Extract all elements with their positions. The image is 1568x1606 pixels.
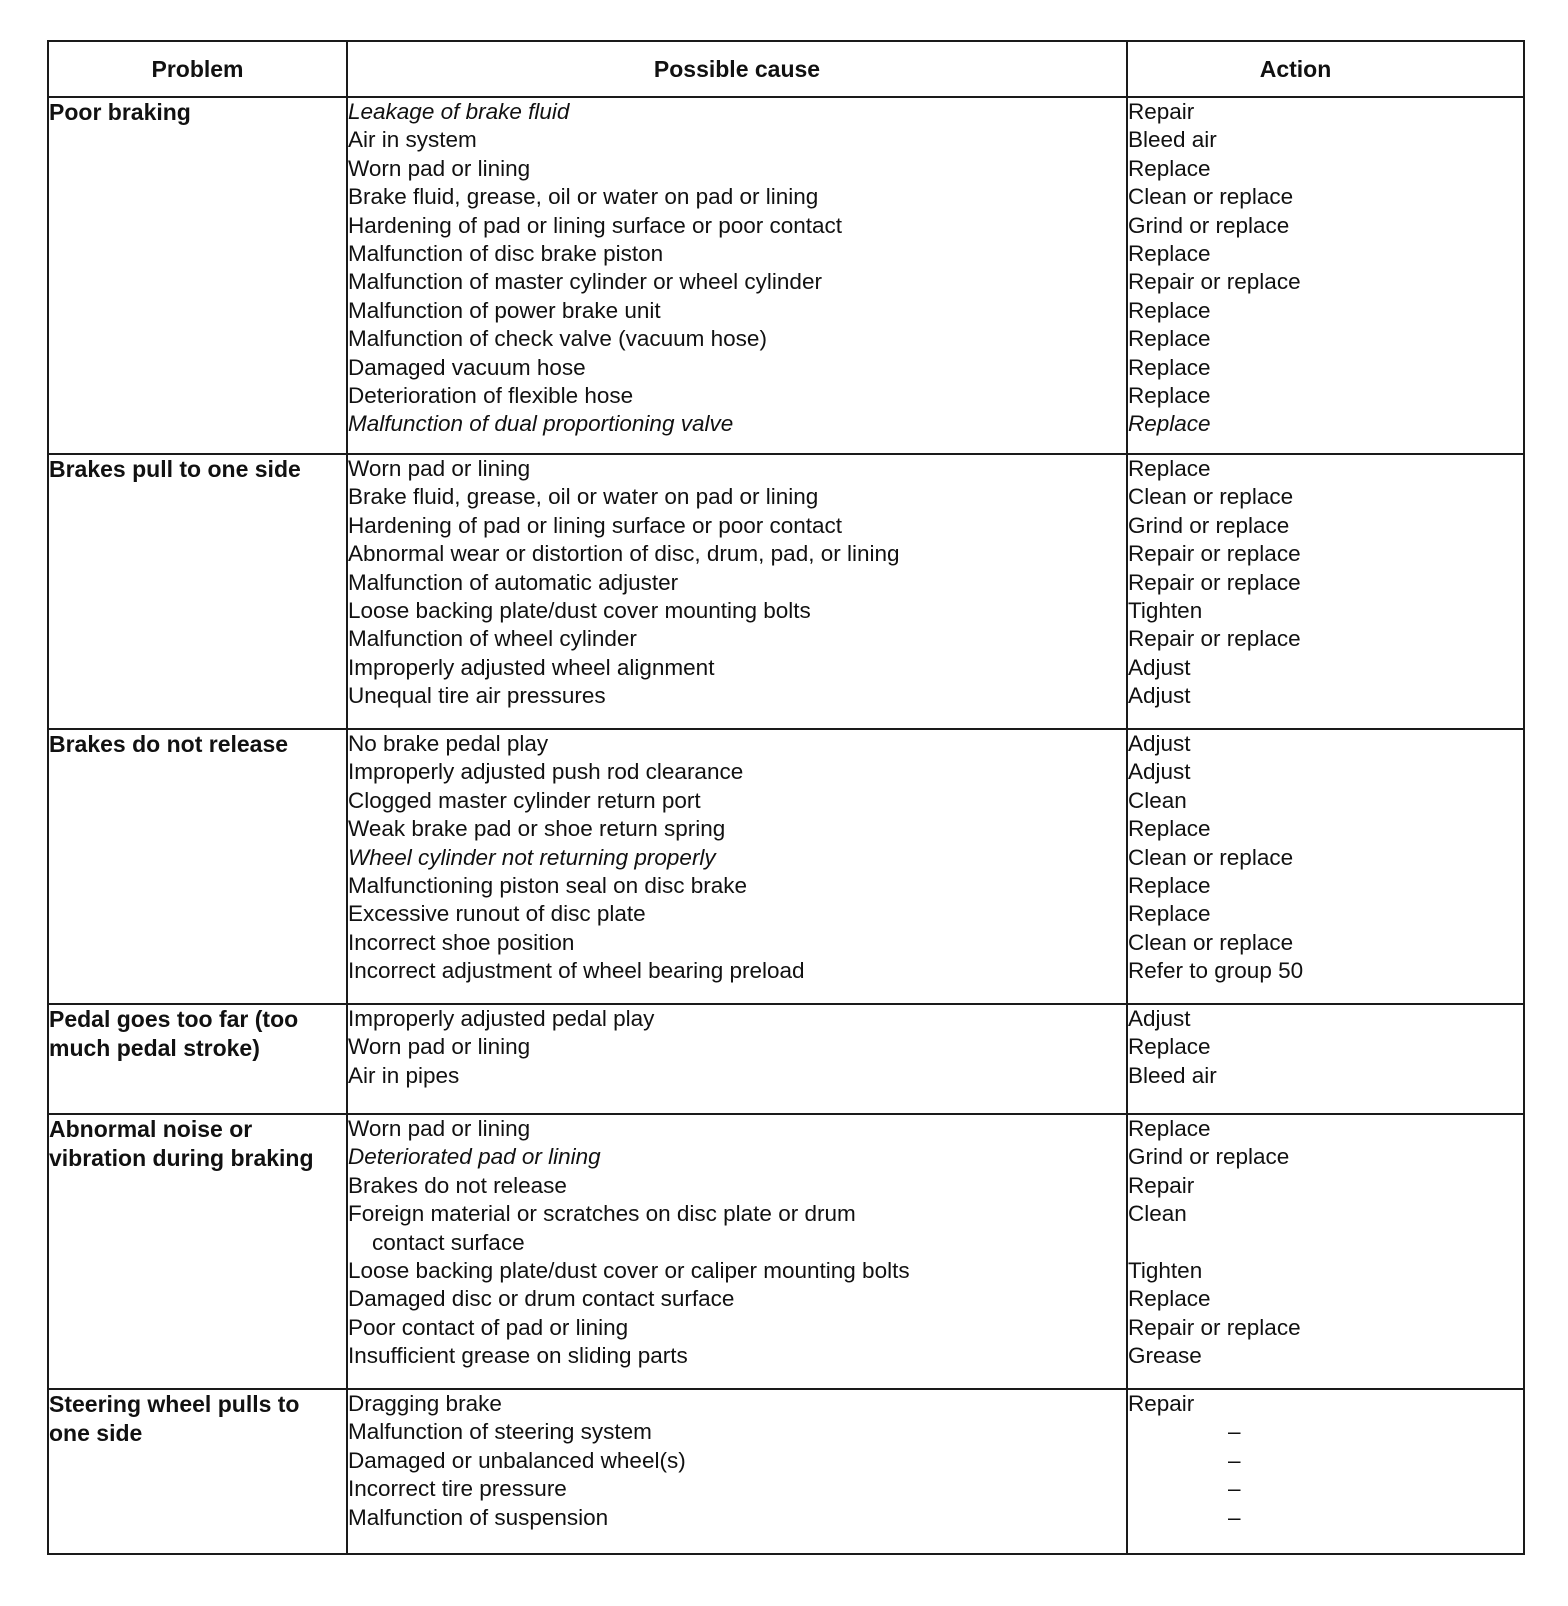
action-line: Repair or replace xyxy=(1128,269,1301,295)
table-row-abnormal-noise xyxy=(48,1114,1524,1389)
table-row-brakes-do-not-release xyxy=(48,729,1524,1004)
cause-line: Brake fluid, grease, oil or water on pad or lining xyxy=(348,184,819,210)
action-line: Replace xyxy=(1128,354,1211,380)
cause-cell xyxy=(347,729,1127,1004)
problem-cell: Brakes do not release xyxy=(48,729,347,1004)
cause-line: Damaged or unbalanced wheel(s) xyxy=(348,1447,686,1473)
cause-line: Malfunction of dual proportioning valve xyxy=(348,411,734,437)
action-cell xyxy=(1127,454,1524,729)
cause-line: Air in pipes xyxy=(348,1062,460,1088)
action-line: Replace xyxy=(1128,873,1211,899)
cause-line: Wheel cylinder not returning properly xyxy=(348,844,716,870)
cause-line: Unequal tire air pressures xyxy=(348,683,606,709)
action-line: Repair xyxy=(1128,1172,1195,1198)
cause-cell xyxy=(347,1114,1127,1389)
action-line: Adjust xyxy=(1128,759,1191,785)
action-line: Replace xyxy=(1128,456,1211,481)
action-line-dash: – xyxy=(1228,1504,1241,1530)
action-cell xyxy=(1127,729,1524,1004)
action-line: Repair xyxy=(1128,1391,1195,1416)
header-possible-cause: Possible cause xyxy=(347,41,1127,97)
problem-cell: Pedal goes too far (too much pedal stroke) xyxy=(48,1004,347,1114)
action-line: Adjust xyxy=(1128,654,1191,680)
action-line: Adjust xyxy=(1128,683,1191,709)
troubleshooting-sheet xyxy=(47,40,1523,1555)
cause-line: Excessive runout of disc plate xyxy=(348,901,646,927)
cause-line: Hardening of pad or lining surface or poor contact xyxy=(348,512,843,538)
cause-line: Deteriorated pad or lining xyxy=(348,1144,601,1170)
cause-cell xyxy=(347,454,1127,729)
cause-line: Damaged vacuum hose xyxy=(348,354,586,380)
table-row-steering-wheel-pulls xyxy=(48,1389,1524,1554)
cause-line: Foreign material or scratches on disc plate or drum xyxy=(348,1201,856,1227)
action-line: Refer to group 50 xyxy=(1128,958,1304,984)
action-line-dash: – xyxy=(1228,1447,1241,1473)
action-line: Repair or replace xyxy=(1128,541,1301,567)
action-line: Replace xyxy=(1128,1116,1211,1141)
cause-line: Malfunction of steering system xyxy=(348,1419,652,1445)
cause-line: Malfunction of check valve (vacuum hose) xyxy=(348,326,767,352)
cause-line: Worn pad or lining xyxy=(348,1034,531,1060)
cause-line: Weak brake pad or shoe return spring xyxy=(348,816,726,842)
header-row xyxy=(48,41,1524,97)
action-cell xyxy=(1127,1389,1524,1554)
action-line: Adjust xyxy=(1128,731,1191,756)
cause-line: Damaged disc or drum contact surface xyxy=(348,1286,735,1312)
action-line: Bleed air xyxy=(1128,1062,1217,1088)
action-line: Grease xyxy=(1128,1343,1202,1369)
action-line: Replace xyxy=(1128,383,1211,409)
cause-line: Malfunction of power brake unit xyxy=(348,297,661,323)
cause-cell xyxy=(347,1004,1127,1114)
action-line: Repair or replace xyxy=(1128,1314,1301,1340)
action-line-spacer xyxy=(1128,1229,1523,1257)
cause-line: Insufficient grease on sliding parts xyxy=(348,1343,688,1369)
action-cell xyxy=(1127,97,1524,454)
cause-line: Worn pad or lining xyxy=(348,1116,531,1141)
cause-line: Worn pad or lining xyxy=(348,456,531,481)
action-line: Grind or replace xyxy=(1128,212,1290,238)
action-line: Replace xyxy=(1128,901,1211,927)
cause-line: Loose backing plate/dust cover mounting bolts xyxy=(348,598,811,624)
brake-troubleshooting-table xyxy=(47,40,1525,1555)
cause-line: Dragging brake xyxy=(348,1391,502,1416)
cause-cell xyxy=(347,1389,1127,1554)
problem-cell: Brakes pull to one side xyxy=(48,454,347,729)
action-line: Clean or replace xyxy=(1128,844,1294,870)
table-row-brakes-pull xyxy=(48,454,1524,729)
action-line-dash: – xyxy=(1228,1476,1241,1502)
cause-line: Malfunction of master cylinder or wheel cylinder xyxy=(348,269,822,295)
action-line: Replace xyxy=(1128,297,1211,323)
problem-cell: Abnormal noise or vibration during braking xyxy=(48,1114,347,1389)
cause-line: Malfunction of wheel cylinder xyxy=(348,626,637,652)
action-line: Replace xyxy=(1128,411,1211,437)
cause-line: Poor contact of pad or lining xyxy=(348,1314,629,1340)
action-line: Tighten xyxy=(1128,1258,1203,1284)
action-line: Adjust xyxy=(1128,1006,1191,1031)
cause-line: No brake pedal play xyxy=(348,731,549,756)
action-cell xyxy=(1127,1004,1524,1114)
header-action: Action xyxy=(1127,41,1524,97)
cause-line: Malfunction of suspension xyxy=(348,1504,609,1530)
action-line: Bleed air xyxy=(1128,127,1217,153)
action-line: Repair or replace xyxy=(1128,569,1301,595)
cause-line: Air in system xyxy=(348,127,477,153)
action-line: Replace xyxy=(1128,326,1211,352)
cause-line: Incorrect shoe position xyxy=(348,929,575,955)
cause-line: Abnormal wear or distortion of disc, drum, pad, or lining xyxy=(348,541,900,567)
problem-cell: Poor braking xyxy=(48,97,347,454)
action-line: Replace xyxy=(1128,241,1211,267)
cause-line: Loose backing plate/dust cover or caliper mounting bolts xyxy=(348,1258,910,1284)
action-line: Replace xyxy=(1128,816,1211,842)
cause-line: Clogged master cylinder return port xyxy=(348,787,701,813)
action-line: Clean xyxy=(1128,1201,1187,1227)
cause-line: Malfunction of disc brake piston xyxy=(348,241,664,267)
action-line: Clean or replace xyxy=(1128,929,1294,955)
action-line-dash: – xyxy=(1228,1419,1241,1445)
table-row-pedal-goes-too-far xyxy=(48,1004,1524,1114)
cause-line: Improperly adjusted push rod clearance xyxy=(348,759,744,785)
problem-cell: Steering wheel pulls to one side xyxy=(48,1389,347,1554)
cause-line: Deterioration of flexible hose xyxy=(348,383,634,409)
cause-cell xyxy=(347,97,1127,454)
cause-line: Leakage of brake fluid xyxy=(348,99,570,124)
cause-line: Brake fluid, grease, oil or water on pad or lining xyxy=(348,484,819,510)
action-line: Tighten xyxy=(1128,598,1203,624)
cause-line: Incorrect adjustment of wheel bearing preload xyxy=(348,958,805,984)
action-line: Clean or replace xyxy=(1128,184,1294,210)
cause-line-continuation: contact surface xyxy=(372,1229,525,1255)
cause-line: Incorrect tire pressure xyxy=(348,1476,567,1502)
cause-line: Improperly adjusted wheel alignment xyxy=(348,654,715,680)
action-line: Replace xyxy=(1128,155,1211,181)
action-line: Repair xyxy=(1128,99,1195,124)
header-problem: Problem xyxy=(48,41,347,97)
action-line: Replace xyxy=(1128,1034,1211,1060)
cause-line: Improperly adjusted pedal play xyxy=(348,1006,655,1031)
action-cell xyxy=(1127,1114,1524,1389)
action-line: Clean xyxy=(1128,787,1187,813)
action-line: Replace xyxy=(1128,1286,1211,1312)
action-line: Clean or replace xyxy=(1128,484,1294,510)
action-line: Grind or replace xyxy=(1128,1144,1290,1170)
cause-line: Malfunctioning piston seal on disc brake xyxy=(348,873,747,899)
action-line: Repair or replace xyxy=(1128,626,1301,652)
table-row-poor-braking xyxy=(48,97,1524,454)
cause-line: Brakes do not release xyxy=(348,1172,567,1198)
cause-line: Hardening of pad or lining surface or poor contact xyxy=(348,212,843,238)
action-line: Grind or replace xyxy=(1128,512,1290,538)
cause-line: Worn pad or lining xyxy=(348,155,531,181)
cause-line: Malfunction of automatic adjuster xyxy=(348,569,679,595)
